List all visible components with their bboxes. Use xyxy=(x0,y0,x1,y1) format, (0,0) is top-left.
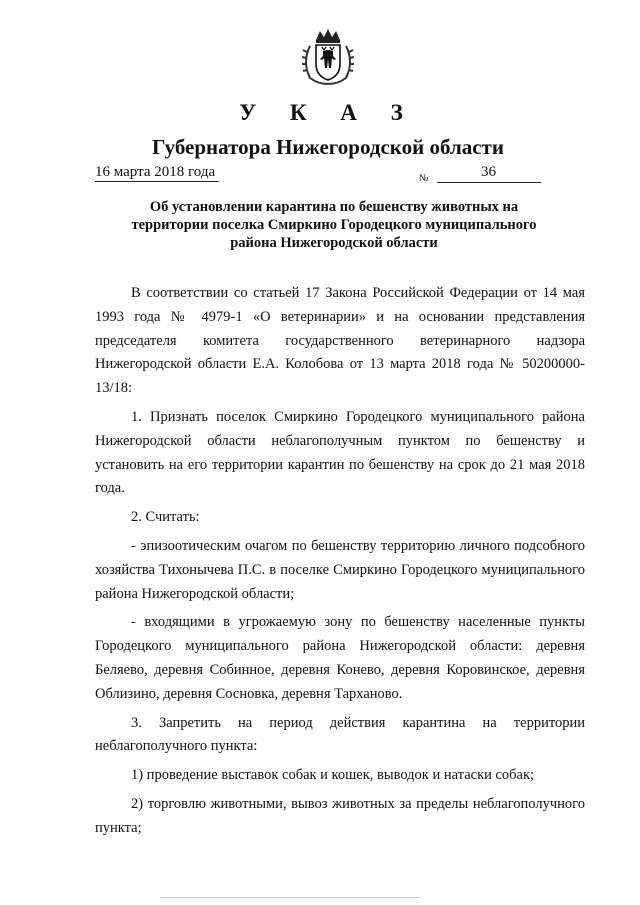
decree-title: У К А З xyxy=(239,100,417,125)
paragraph-item-3: 3. Запретить на период действия карантина на территории неблагополучного пункта: xyxy=(95,714,585,755)
decree-body xyxy=(95,282,585,846)
decree-number: 36 xyxy=(437,163,541,183)
decree-date: 16 марта 2018 года xyxy=(95,163,219,182)
paragraph-item-1: 1. Признать поселок Смиркино Городецкого муниципального района Нижегородской области неблагополучным пунктом по бешенству и установить на его территории карантин по бешенству на срок до 21 мая 2018 года. xyxy=(95,408,585,497)
paragraph-preamble: В соответствии со статьей 17 Закона Российской Федерации от 14 мая 1993 года № 4979-1 «О ветеринарии» и на основании представления председателя комитета государственного ветеринарного надзора Нижегородской области Е.А. Колобова от 13 марта 2018 года № 50200000-13/18: xyxy=(95,285,585,397)
scan-artifact-line xyxy=(160,897,420,898)
decree-issuer: Губернатора Нижегородской области xyxy=(152,135,504,159)
heading-line: Об установлении карантина по бешенству животных на xyxy=(149,199,519,215)
heading-line: района Нижегородской области xyxy=(230,235,438,251)
paragraph-item-2: 2. Считать: xyxy=(131,509,200,526)
number-sign: № xyxy=(419,173,429,184)
heading-line: территории поселка Смиркино Городецкого муниципального xyxy=(131,217,537,233)
paragraph-subitem: - эпизоотическим очагом по бешенству территорию личного подсобного хозяйства Тихонычева П.С. в поселке Смиркино Городецкого муниципального района Нижегородской области; xyxy=(95,537,585,602)
paragraph-subitem: 1) проведение выставок собак и кошек, выводок и натаски собак; xyxy=(131,767,535,784)
coat-of-arms-emblem xyxy=(300,26,356,86)
paragraph-subitem: - входящими в угрожаемую зону по бешенству населенные пункты Городецкого муниципального района Нижегородской области: деревня Беляево, деревня Собинное, деревня Конево, деревня Коровинское, деревня Облизино, деревня Сосновка, деревня Тарханово. xyxy=(95,614,585,702)
decree-heading xyxy=(128,198,540,252)
paragraph-subitem: 2) торговлю животными, вывоз животных за пределы неблагополучного пункта; xyxy=(95,795,585,836)
